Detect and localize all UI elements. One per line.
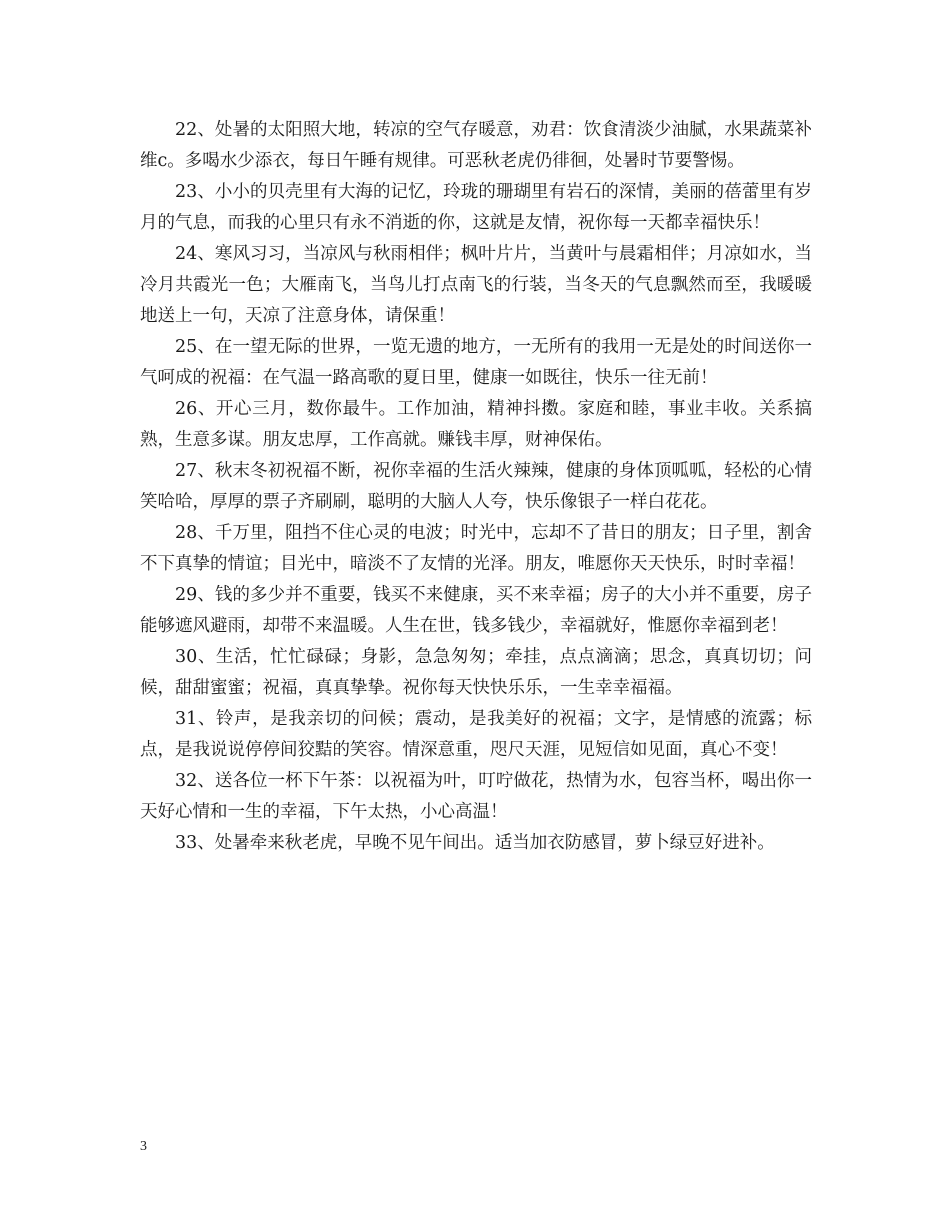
paragraph-32: 32、送各位一杯下午茶：以祝福为叶，叮咛做花，热情为水，包容当杯，喝出你一天好心情和一生的幸福，下午太热，小心高温！ bbox=[140, 771, 812, 822]
paragraph-25: 25、在一望无际的世界，一览无遗的地方，一无所有的我用一无是处的时间送你一气呵成的祝福：在气温一路高歌的夏日里，健康一如既往，快乐一往无前！ bbox=[140, 337, 812, 388]
paragraph-26: 26、开心三月，数你最牛。工作加油，精神抖擞。家庭和睦，事业丰收。关系搞熟，生意多谋。朋友忠厚，工作高就。赚钱丰厚，财神保佑。 bbox=[140, 399, 812, 450]
document-body bbox=[140, 115, 812, 859]
paragraph-22: 22、处暑的太阳照大地，转凉的空气存暖意，劝君：饮食清淡少油腻，水果蔬菜补维c。多喝水少添衣，每日午睡有规律。可恶秋老虎仍徘徊，处暑时节要警惕。 bbox=[140, 120, 812, 171]
paragraph-27: 27、秋末冬初祝福不断，祝你幸福的生活火辣辣，健康的身体顶呱呱，轻松的心情笑哈哈，厚厚的票子齐刷刷，聪明的大脑人人夸，快乐像银子一样白花花。 bbox=[140, 461, 812, 512]
paragraph-29: 29、钱的多少并不重要，钱买不来健康，买不来幸福；房子的大小并不重要，房子能够遮风避雨，却带不来温暖。人生在世，钱多钱少，幸福就好，惟愿你幸福到老！ bbox=[140, 585, 812, 636]
paragraph-31: 31、铃声，是我亲切的问候；震动，是我美好的祝福；文字，是情感的流露；标点，是我说说停停间狡黠的笑容。情深意重，咫尺天涯，见短信如见面，真心不变！ bbox=[140, 709, 812, 760]
paragraph-23: 23、小小的贝壳里有大海的记忆，玲珑的珊瑚里有岩石的深情，美丽的蓓蕾里有岁月的气息，而我的心里只有永不消逝的你，这就是友情，祝你每一天都幸福快乐！ bbox=[140, 182, 812, 233]
paragraph-33: 33、处暑牵来秋老虎，早晚不见午间出。适当加衣防感冒，萝卜绿豆好进补。 bbox=[175, 833, 775, 853]
page-number: 3 bbox=[140, 1139, 147, 1154]
paragraph-30: 30、生活，忙忙碌碌；身影，急急匆匆；牵挂，点点滴滴；思念，真真切切；问候，甜甜蜜蜜；祝福，真真挚挚。祝你每天快快乐乐，一生幸幸福福。 bbox=[140, 647, 812, 698]
paragraph-28: 28、千万里，阻挡不住心灵的电波；时光中，忘却不了昔日的朋友；日子里，割舍不下真挚的情谊；目光中，暗淡不了友情的光泽。朋友，唯愿你天天快乐，时时幸福！ bbox=[140, 523, 812, 574]
paragraph-24: 24、寒风习习，当凉风与秋雨相伴；枫叶片片，当黄叶与晨霜相伴；月凉如水，当冷月共霞光一色；大雁南飞，当鸟儿打点南飞的行装，当冬天的气息飘然而至，我暖暖地送上一句，天凉了注意身体，请保重！ bbox=[140, 244, 812, 326]
